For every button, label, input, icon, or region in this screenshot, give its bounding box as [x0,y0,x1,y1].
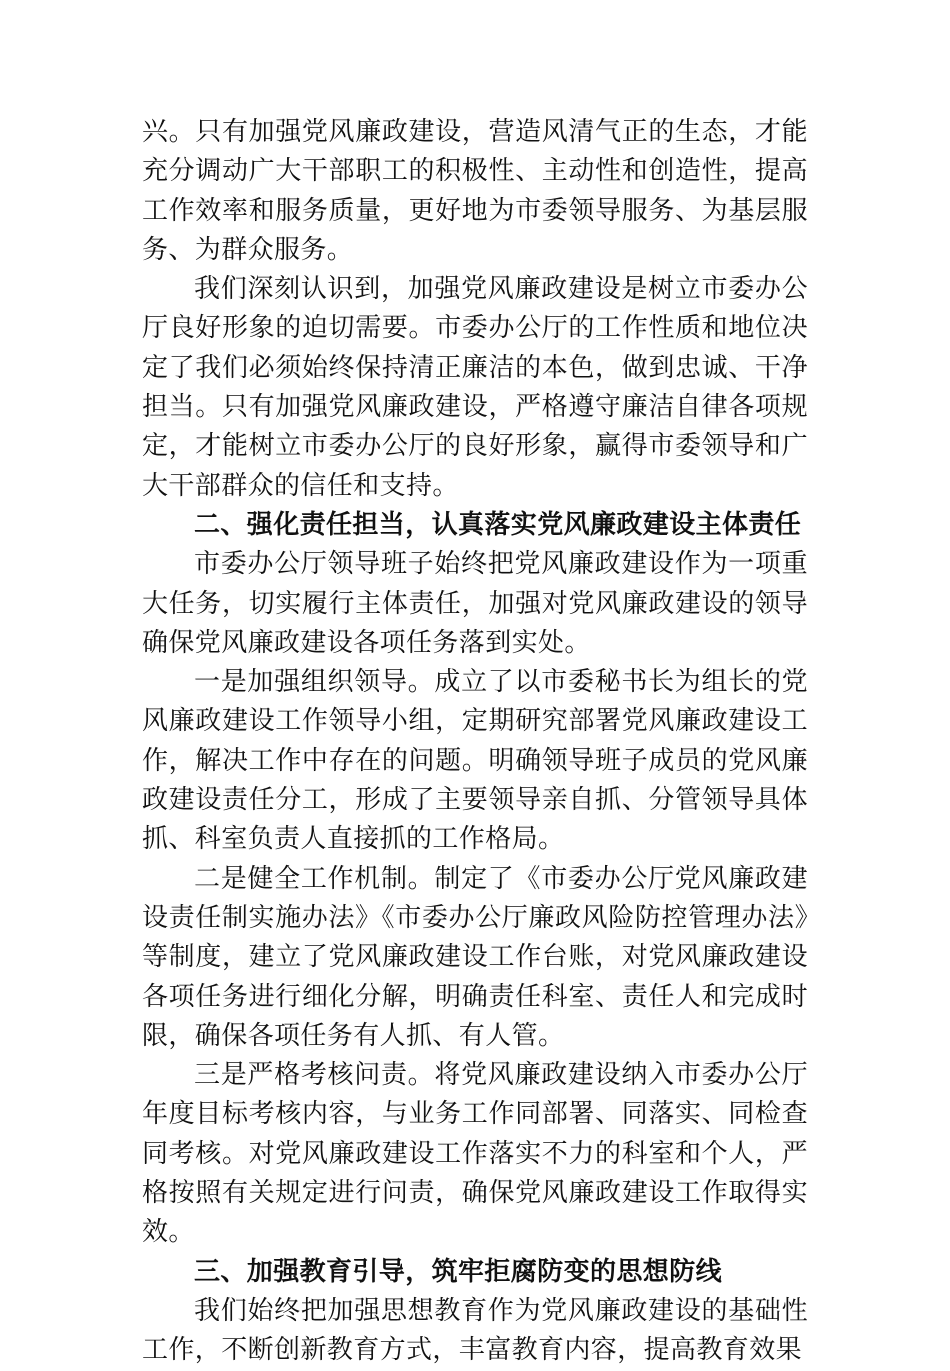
section-heading: 二、强化责任担当，认真落实党风廉政建设主体责任 [194,509,802,540]
paragraph-text: 二是健全工作机制。制定了《市委办公厅党风廉政建设责任制实施办法》《市委办公厅廉政风险防控管理办法》等制度，建立了党风廉政建设工作台账，对党风廉政建设各项任务进行细化分解，明确责任科室、责任人和完成时限，确保各项任务有人抓、有人管。 [142,863,808,1051]
paragraph-text: 我们深刻认识到，加强党风廉政建设是树立市委办公厅良好形象的迫切需要。市委办公厅的工作性质和地位决定了我们必须始终保持清正廉洁的本色，做到忠诚、干净担当。只有加强党风廉政建设，严格遵守廉洁自律各项规定，才能树立市委办公厅的良好形象，赢得市委领导和广大干部群众的信任和支持。 [142,274,808,501]
paragraph-text: 兴。只有加强党风廉政建设，营造风清气正的生态，才能充分调动广大干部职工的积极性、主动性和创造性，提高工作效率和服务质量，更好地为市委领导服务、为基层服务、为群众服务。 [142,117,808,265]
paragraph-text: 一是加强组织领导。成立了以市委秘书长为组长的党风廉政建设工作领导小组，定期研究部署党风廉政建设工作，解决工作中存在的问题。明确领导班子成员的党风廉政建设责任分工，形成了主要领导亲自抓、分管领导具体抓、科室负责人直接抓的工作格局。 [142,667,808,855]
paragraph-text: 三是严格考核问责。将党风廉政建设纳入市委办公厅年度目标考核内容，与业务工作同部署、同落实、同检查同考核。对党风廉政建设工作落实不力的科室和个人，严格按照有关规定进行问责，确保党风廉政建设工作取得实效。 [142,1060,808,1248]
section-heading: 三、加强教育引导，筑牢拒腐防变的思想防线 [194,1256,723,1287]
paragraph-text: 市委办公厅领导班子始终把党风廉政建设作为一项重大任务，切实履行主体责任，加强对党风廉政建设的领导确保党风廉政建设各项任务落到实处。 [142,549,808,658]
document-body [142,113,808,1371]
paragraph-text: 我们始终把加强思想教育作为党风廉政建设的基础性工作，不断创新教育方式，丰富教育内容，提高教育效果 [142,1295,808,1366]
